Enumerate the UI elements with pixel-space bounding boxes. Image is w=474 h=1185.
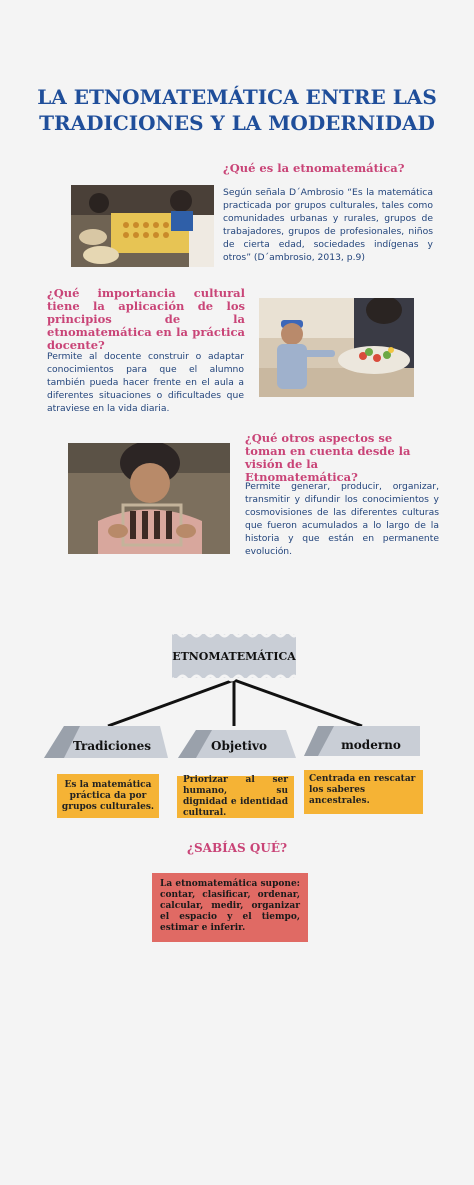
answer-what-is: Según señala D´Ambrosio “Es la matemática practicada por grupos culturales, tales como comunidades urbanas y rurales, grupos de trabajadores, grupos de profesionales, niños de cierta edad, sociedades indígenas y otros” (D´ambrosio, 2013, p.9) — [223, 187, 433, 263]
photo-children-playing — [71, 185, 214, 267]
page-title — [0, 84, 474, 136]
sabias-heading: ¿SABÍAS QUÉ? — [186, 841, 287, 855]
branch-label-moderno: moderno — [341, 738, 401, 752]
card-text-tradiciones: Es la matemática práctica da por grupos culturales. — [61, 779, 155, 812]
question-what-is: ¿Qué es la etnomatemática? — [223, 161, 405, 175]
title-line-1: LA ETNOMATEMÁTICA ENTRE LAS — [37, 85, 437, 109]
title-line-2: TRADICIONES Y LA MODERNIDAD — [39, 111, 435, 135]
answer-other-aspects: Permite generar, producir, organizar, transmitir y difundir los conocimientos y cosmovisiones de las diferentes culturas que fueron acumulados a lo largo de la historia y que están en permanente evolución. — [245, 481, 439, 557]
photo-child-and-teacher — [259, 298, 414, 397]
sabias-text: La etnomatemática supone: contar, clasificar, ordenar, calcular, medir, organizar el espacio y el tiempo, estimar e inferir. — [160, 879, 300, 933]
sabias-box — [152, 873, 308, 942]
question-cultural-importance: ¿Qué importancia cultural tiene la aplicación de los principios de la etnomatemática en la práctica docente? — [47, 286, 245, 352]
question-other-aspects: ¿Qué otros aspectos se toman en cuenta desde la visión de la Etnomatemática? — [245, 431, 411, 484]
branch-label-tradiciones: Tradiciones — [72, 739, 152, 753]
diagram-connectors — [108, 680, 362, 726]
card-text-moderno: Centrada en rescatar los saberes ancestrales. — [309, 774, 416, 806]
root-label: ETNOMATEMÁTICA — [172, 650, 296, 663]
connector-left — [108, 680, 234, 726]
card-moderno — [304, 770, 423, 814]
answer-cultural-importance: Permite al docente construir o adaptar conocimientos para que el alumno también pueda hacer frente en el aula a diferentes situaciones o dificultades que atraviese en la vida diaria. — [47, 351, 244, 414]
card-tradiciones — [57, 774, 159, 818]
card-text-objetivo: Priorizar al ser humano, su dignidad e identidad cultural. — [183, 775, 288, 818]
card-objetivo — [177, 776, 294, 818]
connector-right — [234, 680, 362, 726]
branch-label-objetivo: Objetivo — [211, 739, 267, 753]
photo-woman-abacus — [68, 443, 230, 554]
